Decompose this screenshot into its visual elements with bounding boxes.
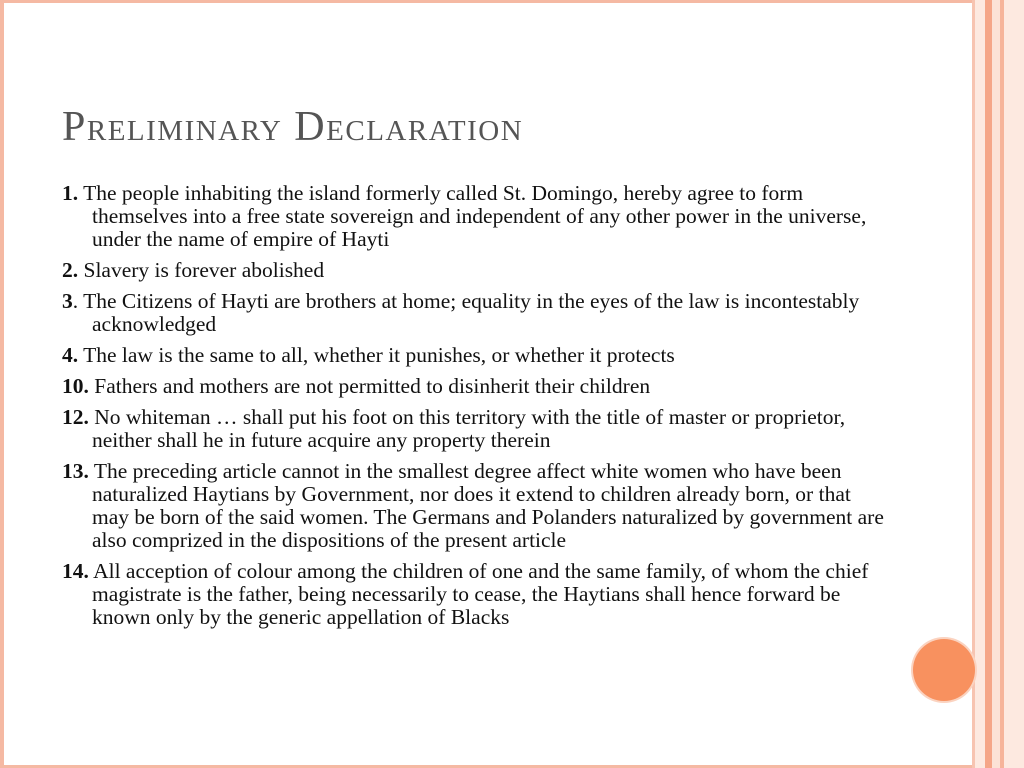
article-text: The law is the same to all, whether it punishes, or whether it protects [78,343,675,367]
article-item-2 [62,259,892,282]
article-item-4 [62,344,892,367]
article-item-14 [62,560,892,629]
article-number: 4. [62,343,79,367]
decorative-circle [913,639,975,701]
stripe [985,0,992,768]
article-number: 3 [62,289,73,313]
article-list [62,182,892,637]
stripe [1000,0,1004,768]
article-text: The people inhabiting the island formerly called St. Domingo, hereby agree to form themselves into a free state sovereign and independent of any other power in the universe, under the name of empire of Hayti [78,181,867,251]
article-item-1 [62,182,892,251]
article-text: . The Citizens of Hayti are brothers at home; equality in the eyes of the law is incontestably acknowledged [72,289,860,336]
top-border [0,0,1024,3]
article-number: 12. [62,405,89,429]
article-number: 10. [62,374,89,398]
stripe [975,0,985,768]
left-border [0,0,4,768]
article-text: Slavery is forever abolished [78,258,325,282]
article-text: Fathers and mothers are not permitted to disinherit their children [88,374,651,398]
slide-title: Preliminary Declaration [62,104,524,150]
article-text: The preceding article cannot in the smallest degree affect white women who have been naturalized Haytians by Government, nor does it extend to children already born, or that may be born of the said women. The Germans and Polanders naturalized by government are also comprized in the dispositions of the present article [88,459,884,552]
stripe [1004,0,1024,768]
article-text: All acception of colour among the children of one and the same family, of whom the chief magistrate is the father, being necessarily to cease, the Haytians shall hence forward be known only by the generic appellation of Blacks [88,559,869,629]
article-number: 13. [62,459,89,483]
article-item-13 [62,460,892,552]
article-item-3 [62,290,892,336]
article-text: No whiteman … shall put his foot on this territory with the title of master or proprietor, neither shall he in future acquire any property therein [88,405,846,452]
stripe [972,0,975,768]
article-item-12 [62,406,892,452]
stripe [992,0,1000,768]
article-item-10 [62,375,892,398]
article-number: 14. [62,559,89,583]
article-number: 2. [62,258,79,282]
right-decorative-stripes [972,0,1024,768]
article-number: 1. [62,181,79,205]
